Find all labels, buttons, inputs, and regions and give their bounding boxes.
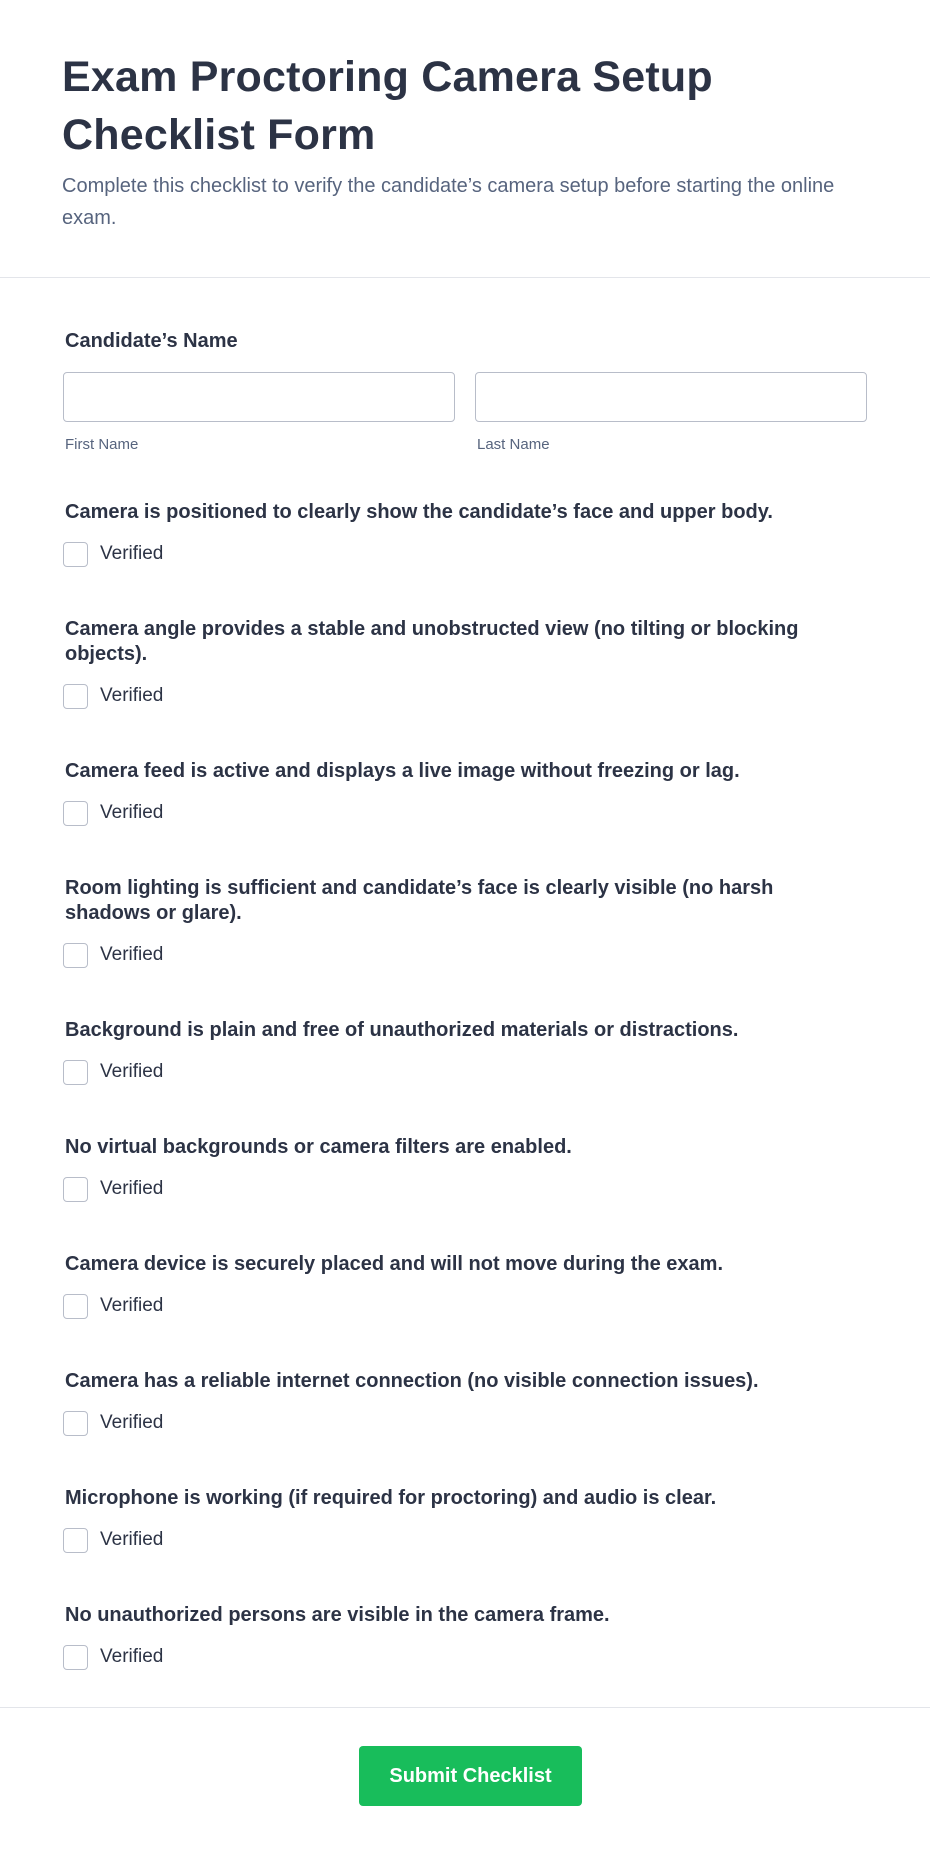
last-name-sublabel: Last Name xyxy=(477,436,550,453)
verified-option-label[interactable]: Verified xyxy=(100,543,164,564)
checklist-item-label: No virtual backgrounds or camera filters are enabled. xyxy=(65,1136,572,1158)
verified-checkbox[interactable] xyxy=(63,1060,88,1085)
verified-checkbox[interactable] xyxy=(63,542,88,567)
verified-option-label[interactable]: Verified xyxy=(100,1529,164,1550)
form-title: Exam Proctoring Camera Setup Checklist Form xyxy=(62,53,713,159)
candidate-name-label: Candidate’s Name xyxy=(65,330,238,352)
first-name-sublabel: First Name xyxy=(65,436,139,453)
first-name-column xyxy=(63,372,455,455)
checklist-option[interactable] xyxy=(63,1410,867,1436)
checklist-item xyxy=(63,1252,867,1319)
verified-option-label[interactable]: Verified xyxy=(100,685,164,706)
verified-option-label[interactable]: Verified xyxy=(100,1646,164,1667)
verified-checkbox[interactable] xyxy=(63,1294,88,1319)
checklist-item-label: Camera feed is active and displays a live image without freezing or lag. xyxy=(65,760,740,782)
verified-checkbox[interactable] xyxy=(63,801,88,826)
checklist-item-label: Room lighting is sufficient and candidate’s face is clearly visible (no harsh shadows or glare). xyxy=(65,877,774,924)
verified-option-label[interactable]: Verified xyxy=(100,802,164,823)
verified-option-label[interactable]: Verified xyxy=(100,1178,164,1199)
verified-option-label[interactable]: Verified xyxy=(100,1412,164,1433)
last-name-column xyxy=(475,372,867,455)
submit-checklist-button[interactable]: Submit Checklist xyxy=(359,1746,582,1806)
name-inputs-row xyxy=(63,372,867,455)
form-subtitle: Complete this checklist to verify the candidate’s camera setup before starting the online exam. xyxy=(62,175,835,229)
checklist-option[interactable] xyxy=(63,1527,867,1553)
checklist-item-label: Camera has a reliable internet connection (no visible connection issues). xyxy=(65,1370,759,1392)
verified-checkbox[interactable] xyxy=(63,1177,88,1202)
checklist-item xyxy=(63,759,867,826)
checklist-option[interactable] xyxy=(63,541,867,567)
verified-option-label[interactable]: Verified xyxy=(100,1061,164,1082)
checklist-item xyxy=(63,1018,867,1085)
checklist-item-label: Camera angle provides a stable and unobstructed view (no tilting or blocking objects). xyxy=(65,618,799,665)
checklist-item xyxy=(63,876,867,968)
form-header xyxy=(0,0,930,278)
checklist-item xyxy=(63,617,867,709)
checklist-option[interactable] xyxy=(63,1176,867,1202)
checklist-item xyxy=(63,1369,867,1436)
checklist-item xyxy=(63,1603,867,1670)
checklist-item xyxy=(63,1135,867,1202)
verified-checkbox[interactable] xyxy=(63,1528,88,1553)
verified-option-label[interactable]: Verified xyxy=(100,1295,164,1316)
verified-checkbox[interactable] xyxy=(63,684,88,709)
verified-option-label[interactable]: Verified xyxy=(100,944,164,965)
checklist-item-label: No unauthorized persons are visible in the camera frame. xyxy=(65,1604,610,1626)
form-footer xyxy=(0,1707,930,1856)
checklist-option[interactable] xyxy=(63,1644,867,1670)
checklist-option[interactable] xyxy=(63,683,867,709)
checklist-option[interactable] xyxy=(63,800,867,826)
last-name-input[interactable] xyxy=(475,372,867,422)
checklist-option[interactable] xyxy=(63,1059,867,1085)
candidate-name-field xyxy=(63,328,867,455)
checklist-item-label: Camera device is securely placed and will not move during the exam. xyxy=(65,1253,724,1275)
checklist-item xyxy=(63,500,867,567)
form-content xyxy=(0,278,930,1670)
verified-checkbox[interactable] xyxy=(63,943,88,968)
checklist-item-label: Microphone is working (if required for proctoring) and audio is clear. xyxy=(65,1487,717,1509)
first-name-input[interactable] xyxy=(63,372,455,422)
checklist-option[interactable] xyxy=(63,942,867,968)
checklist-item xyxy=(63,1486,867,1553)
verified-checkbox[interactable] xyxy=(63,1645,88,1670)
verified-checkbox[interactable] xyxy=(63,1411,88,1436)
checklist-item-label: Background is plain and free of unauthorized materials or distractions. xyxy=(65,1019,739,1041)
checklist-item-label: Camera is positioned to clearly show the candidate’s face and upper body. xyxy=(65,501,773,523)
checklist-option[interactable] xyxy=(63,1293,867,1319)
